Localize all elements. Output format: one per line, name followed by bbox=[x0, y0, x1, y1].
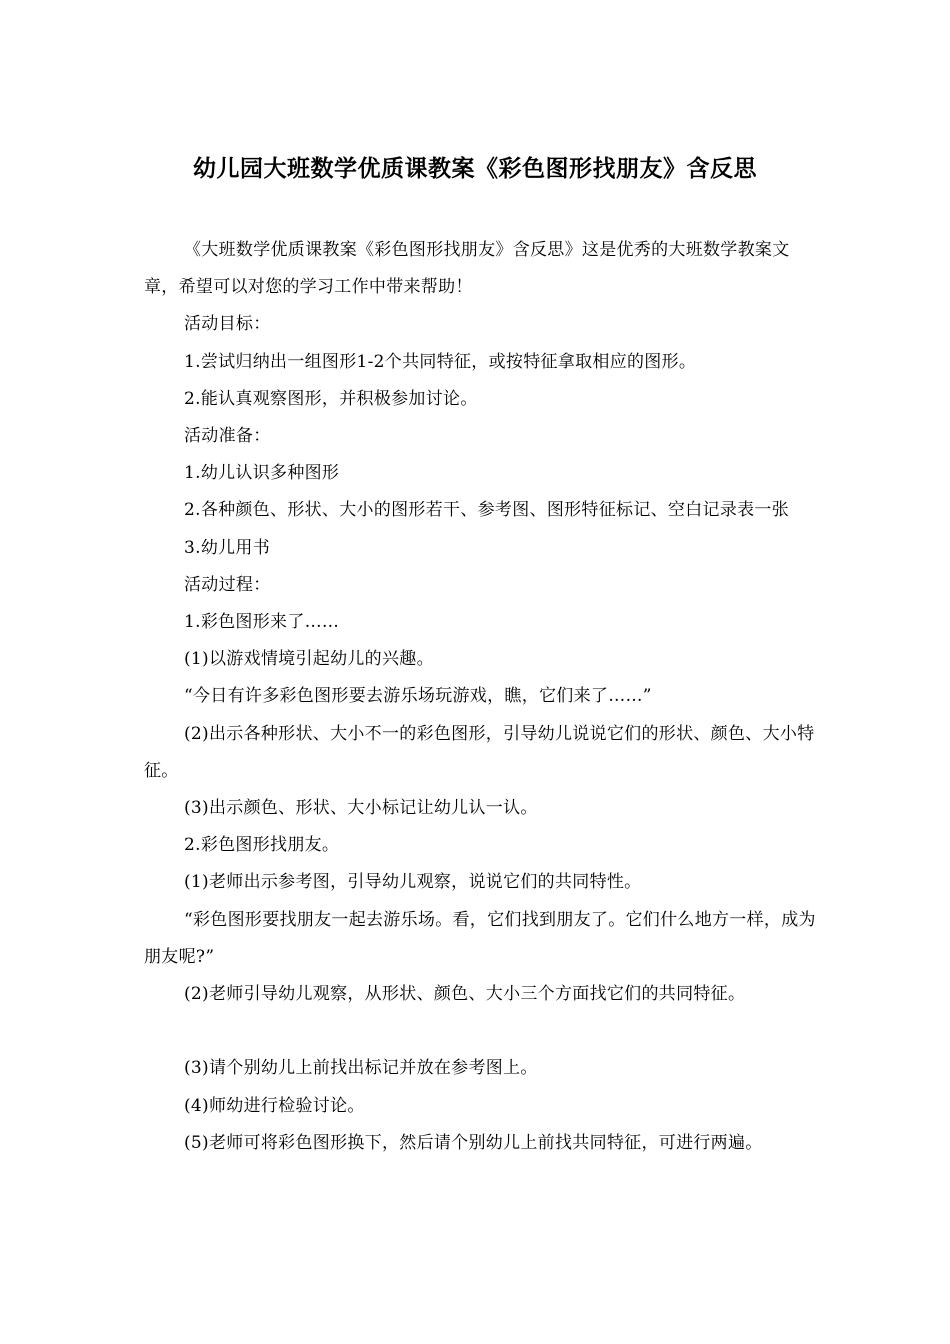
process-step: 1.彩色图形来了…… bbox=[184, 612, 340, 633]
goal-item: 2.能认真观察图形，并积极参加讨论。 bbox=[184, 388, 478, 409]
process-substep: (3)出示颜色、形状、大小标记让幼儿认一认。 bbox=[184, 798, 538, 819]
document-body bbox=[144, 232, 824, 1162]
preparation-item: 3.幼儿用书 bbox=[184, 537, 271, 558]
document-title: 幼儿园大班数学优质课教案《彩色图形找朋友》含反思 bbox=[193, 156, 757, 182]
process-substep: (5)老师可将彩色图形换下，然后请个别幼儿上前找共同特征，可进行两遍。 bbox=[184, 1132, 763, 1153]
section-heading-goals: 活动目标： bbox=[184, 314, 271, 335]
section-heading-preparation: 活动准备： bbox=[184, 426, 271, 447]
process-substep: (2)出示各种形状、大小不一的彩色图形，引导幼儿说说它们的形状、颜色、大小特征。 bbox=[144, 723, 815, 781]
goal-item: 1.尝试归纳出一组图形1-2个共同特征，或按特征拿取相应的图形。 bbox=[184, 351, 697, 372]
process-substep: (4)师幼进行检验讨论。 bbox=[184, 1095, 365, 1116]
process-substep: (1)老师出示参考图，引导幼儿观察，说说它们的共同特性。 bbox=[184, 872, 642, 893]
process-substep: (2)老师引导幼儿观察，从形状、颜色、大小三个方面找它们的共同特征。 bbox=[184, 984, 746, 1005]
process-step: 2.彩色图形找朋友。 bbox=[184, 835, 340, 856]
process-substep: (1)以游戏情境引起幼儿的兴趣。 bbox=[184, 649, 434, 670]
blank-line bbox=[144, 1013, 824, 1050]
process-substep: (3)请个别幼儿上前找出标记并放在参考图上。 bbox=[184, 1058, 538, 1079]
preparation-item: 2.各种颜色、形状、大小的图形若干、参考图、图形特征标记、空白记录表一张 bbox=[184, 500, 790, 521]
process-quote: “彩色图形要找朋友一起去游乐场。看，它们找到朋友了。它们什么地方一样，成为朋友呢?” bbox=[144, 909, 816, 967]
preparation-item: 1.幼儿认识多种图形 bbox=[184, 463, 340, 484]
process-quote: “今日有许多彩色图形要去游乐场玩游戏，瞧，它们来了……” bbox=[184, 686, 652, 707]
section-heading-process: 活动过程： bbox=[184, 574, 271, 595]
intro-paragraph: 《大班数学优质课教案《彩色图形找朋友》含反思》这是优秀的大班数学教案文章，希望可以对您的学习工作中带来帮助！ bbox=[144, 240, 790, 298]
